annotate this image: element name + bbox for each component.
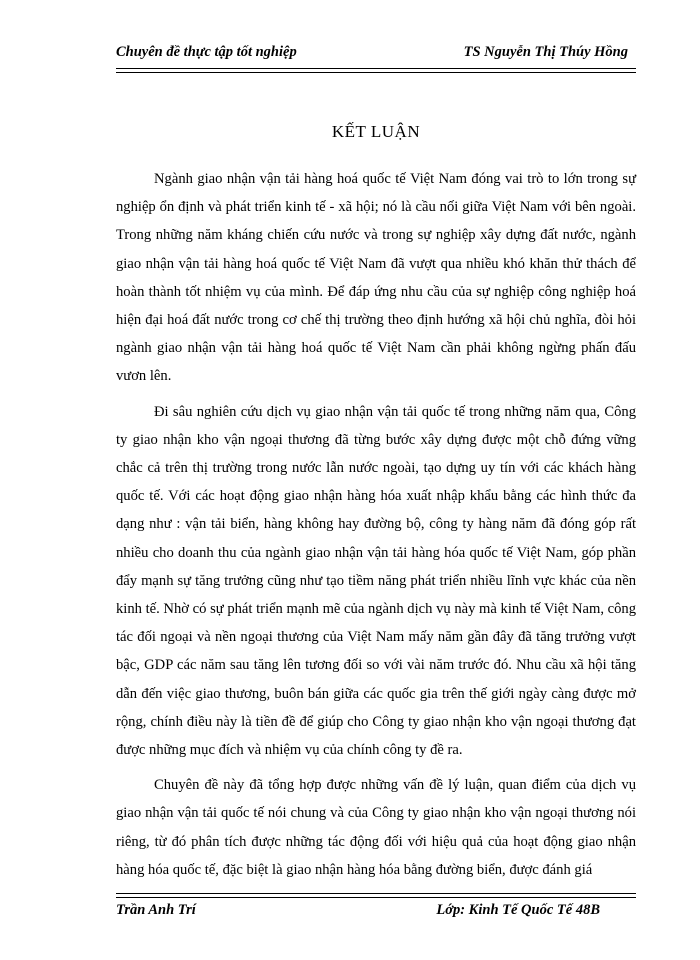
paragraph-3: Chuyên đề này đã tổng hợp được những vấn đề lý luận, quan điểm của dịch vụ giao nhận vận tải quốc tế nói chung và của Công ty giao nhận kho vận ngoại thương nói riêng, từ đó phân tích được những tác động đối với hiệu quả của hoạt động giao nhận hàng hóa quốc tế, đặc biệt là giao nhận hàng hóa bằng đường biển, được đánh giá (116, 777, 636, 878)
paragraph-2: Đi sâu nghiên cứu dịch vụ giao nhận vận tải quốc tế trong những năm qua, Công ty giao nhận kho vận ngoại thương đã từng bước xây dựng được một chỗ đứng vững chắc cả trên thị trường trong nước lẫn nước ngoài, tạo dựng uy tín với các khách hàng quốc tế. Với các hoạt động giao nhận hàng hóa xuất nhập khẩu bằng các hình thức đa dạng như : vận tải biển, hàng không hay đường bộ, công ty hàng năm đã đóng góp rất nhiều cho doanh thu của ngành giao nhận vận tải hàng hóa quốc tế Việt Nam, góp phần đẩy mạnh sự tăng trưởng cũng như tạo tiềm năng phát triển nhiều lĩnh vực khác của nền kinh tế. Nhờ có sự phát triển mạnh mẽ của ngành dịch vụ này mà kinh tế Việt Nam, công tác đối ngoại và nền ngoại thương của Việt Nam mấy năm gần đây đã tăng trưởng vượt bậc, GDP các năm sau tăng lên tương đối so với vài năm trước đó. Nhu cầu xã hội tăng dẫn đến việc giao thương, buôn bán giữa các quốc gia trên thế giới ngày càng được mở rộng, chính điều này là tiền đề để giúp cho Công ty giao nhận kho vận ngoại thương đạt được những mục đích và nhiệm vụ của chính công ty đề ra. (116, 403, 636, 759)
page-title: KẾT LUẬN (331, 122, 421, 141)
page-footer (116, 902, 636, 924)
footer-author: Trần Anh Trí (116, 902, 196, 918)
footer-class: Lớp: Kinh Tế Quốc Tế 48B (436, 902, 600, 918)
footer-divider (116, 893, 636, 898)
body-text (116, 165, 636, 891)
header-document-type: Chuyên đề thực tập tốt nghiệp (116, 44, 297, 60)
page-header (116, 44, 636, 66)
paragraph-1: Ngành giao nhận vận tải hàng hoá quốc tế Việt Nam đóng vai trò to lớn trong sự nghiệp ổn định và phát triển kinh tế - xã hội; nó là cầu nối giữa Việt Nam với bên ngoài. Trong những năm kháng chiến cứu nước và trong sự nghiệp xây dựng đất nước, ngành giao nhận vận tải hàng hoá quốc tế Việt Nam đã vượt qua nhiều khó khăn thử thách để hoàn thành tốt nhiệm vụ của mình. Để đáp ứng nhu cầu của sự nghiệp công nghiệp hoá hiện đại hoá đất nước trong cơ chế thị trường theo định hướng xã hội chủ nghĩa, đòi hỏi ngành giao nhận vận tải hàng hoá quốc tế Việt Nam cần phải không ngừng phấn đấu vươn lên. (116, 171, 636, 385)
header-divider (116, 68, 636, 73)
header-supervisor: TS Nguyễn Thị Thúy Hồng (463, 44, 628, 60)
